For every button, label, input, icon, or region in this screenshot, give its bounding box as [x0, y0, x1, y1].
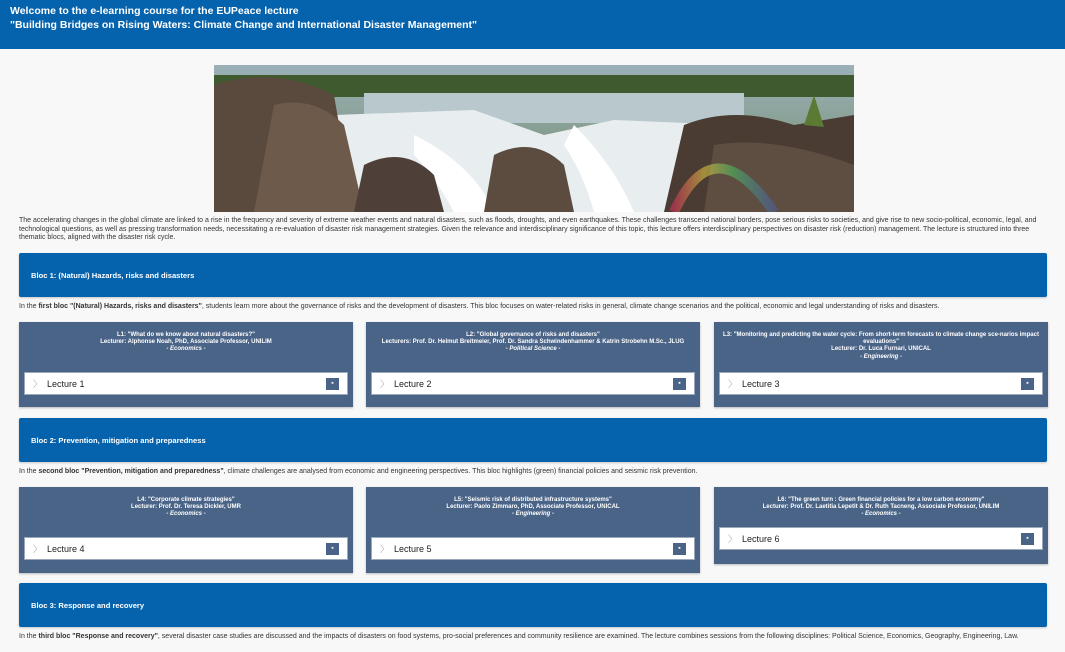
lecture-5-discipline: - Engineering - [512, 511, 554, 518]
bloc-3-text-bold: third bloc "Response and recovery" [38, 633, 158, 640]
lecture-2-button-label: Lecture 2 [394, 378, 432, 389]
expand-toggle-icon[interactable]: ▪ [673, 378, 686, 390]
bloc-1-header[interactable] [19, 253, 1047, 297]
bloc-3-text-post: , several disaster case studies are discussed and the impacts of disasters on food systems, pro-social preferences and community resilience are examined. The lecture combines sessions from the following disciplines: Political Science, Economics, Geography, Engineering, Law. [157, 633, 1019, 640]
bloc-2-text-bold: second bloc "Prevention, mitigation and preparedness" [38, 468, 224, 475]
expand-toggle-icon[interactable]: ▪ [1021, 378, 1034, 390]
lecture-3-button-label: Lecture 3 [742, 378, 780, 389]
header-welcome: Welcome to the e-learning course for the EUPeace lecture [10, 5, 299, 17]
bloc-2-title: Bloc 2: Prevention, mitigation and preparedness [31, 435, 206, 445]
lecture-4-button[interactable] [24, 537, 348, 560]
lecture-2-button[interactable] [371, 372, 695, 395]
bloc-2-description [19, 467, 1049, 476]
lecture-3-discipline: - Engineering - [860, 353, 902, 360]
lecture-4-button-label: Lecture 4 [47, 543, 85, 554]
chevron-right-icon: 〉 [380, 544, 390, 554]
lecture-1-title: L1: "What do we know about natural disasters?" [116, 332, 256, 338]
lecture-3-title: L3: "Monitoring and predicting the water cycle: From short-term forecasts to climate change sce-narios impact evaluations" [723, 332, 1039, 346]
expand-toggle-icon[interactable]: ▪ [326, 378, 339, 390]
expand-toggle-icon[interactable]: ▪ [1021, 533, 1034, 545]
expand-toggle-icon[interactable]: ▪ [673, 543, 686, 555]
lecture-3-lecturer: Lecturer: Dr. Luca Furnari, UNICAL [831, 346, 931, 353]
lecture-card-5 [366, 487, 700, 573]
lecture-5-button[interactable] [371, 537, 695, 560]
lecture-card-4 [19, 487, 353, 573]
lecture-3-button[interactable] [719, 372, 1043, 395]
page-header [0, 0, 1065, 49]
lecture-5-title: L5: "Seismic risk of distributed infrastructure systems" [454, 497, 612, 503]
lecture-card-6 [714, 487, 1048, 564]
lecture-6-button-label: Lecture 6 [742, 533, 780, 544]
bloc-3-title: Bloc 3: Response and recovery [31, 600, 145, 610]
bloc-3-description [19, 632, 1049, 641]
lecture-1-button[interactable] [24, 372, 348, 395]
bloc-2-text-pre: In the [19, 468, 39, 475]
lecture-4-discipline: - Economics - [166, 511, 206, 518]
hero-waterfall-image [214, 65, 854, 212]
lecture-2-title: L2: "Global governance of risks and disasters" [466, 332, 600, 338]
lecture-1-button-label: Lecture 1 [47, 378, 85, 389]
lecture-4-title: L4: "Corporate climate strategies" [137, 497, 235, 503]
bloc-2-header[interactable] [19, 418, 1047, 462]
lecture-6-discipline: - Economics - [861, 511, 901, 518]
bloc-1-text-bold: first bloc "(Natural) Hazards, risks and disasters" [38, 303, 202, 310]
chevron-right-icon: 〉 [33, 544, 43, 554]
lecture-card-3 [714, 322, 1048, 407]
bloc-3-header[interactable] [19, 583, 1047, 627]
bloc-1-text-post: , students learn more about the governance of risks and the development of disasters. This bloc focuses on water-related risks in general, climate change scenarios and the political, economic and legal understanding of risks and disasters. [201, 303, 940, 310]
bloc-1-title: Bloc 1: (Natural) Hazards, risks and disasters [31, 270, 195, 280]
bloc-1-text-pre: In the [19, 303, 39, 310]
chevron-right-icon: 〉 [728, 379, 738, 389]
chevron-right-icon: 〉 [380, 379, 390, 389]
expand-toggle-icon[interactable]: ▪ [326, 543, 339, 555]
lecture-card-1 [19, 322, 353, 407]
lecture-5-lecturer: Lecturer: Paolo Zimmaro, PhD, Associate Professor, UNICAL [446, 504, 620, 511]
bloc-2-text-post: , climate challenges are analysed from economic and engineering perspectives. This bloc highlights (green) financial policies and seismic risk prevention. [223, 468, 698, 475]
bloc-3-text-pre: In the [19, 633, 39, 640]
intro-text: The accelerating changes in the global climate are linked to a rise in the frequency and severity of extreme weather events and natural disasters, such as floods, droughts, and even earthquakes. These challenges transcend national borders, pose serious risks to societies, and give rise to new socio-political, economic, legal, and technological questions, as well as pressing transformation needs, necessitating a re-evaluation of disaster risk management strategies. Given the relevance and interdisciplinary significance of this topic, this lecture offers interdisciplinary perspectives on disaster risk (reduction) management. The lecture is structured into three thematic blocs, aligned with the disaster risk cycle. [19, 217, 1037, 242]
lecture-2-discipline: - Political Science - [505, 346, 561, 353]
lecture-2-lecturer: Lecturers: Prof. Dr. Helmut Breitmeier, Prof. Dr. Sandra Schwindenhammer & Katrin Strobehn M.Sc., JLUG [381, 339, 685, 346]
lecture-6-button[interactable] [719, 527, 1043, 550]
lecture-6-title: L6: "The green turn : Green financial policies for a low carbon economy" [777, 497, 985, 503]
lecture-card-2 [366, 322, 700, 407]
header-course-title: "Building Bridges on Rising Waters: Climate Change and International Disaster Management" [10, 18, 477, 31]
lecture-1-discipline: - Economics - [166, 346, 206, 353]
lecture-5-button-label: Lecture 5 [394, 543, 432, 554]
lecture-4-lecturer: Lecturer: Prof. Dr. Teresa Dickler, UMR [131, 504, 241, 511]
bloc-1-description [19, 302, 1049, 311]
chevron-right-icon: 〉 [728, 534, 738, 544]
chevron-right-icon: 〉 [33, 379, 43, 389]
lecture-1-lecturer: Lecturer: Alphonse Noah, PhD, Associate Professor, UNILIM [100, 339, 272, 346]
lecture-6-lecturer: Lecturer: Prof. Dr. Laetitia Lepetit & Dr. Ruth Tacneng, Associate Professor, UNILIM [762, 504, 1000, 511]
